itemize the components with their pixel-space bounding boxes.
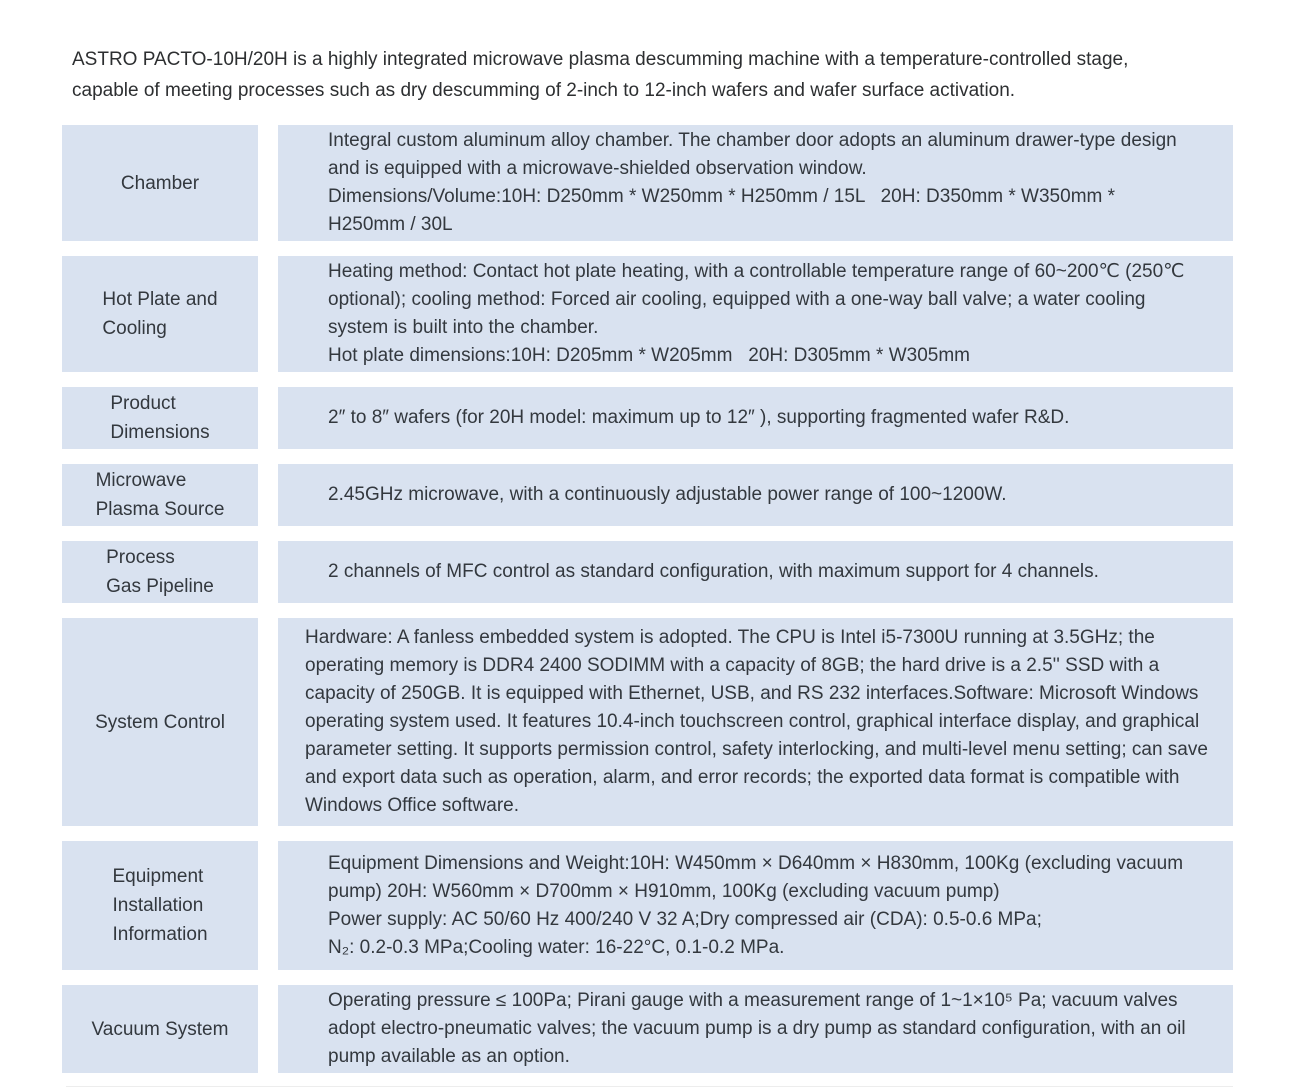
spec-label-text [112, 862, 207, 949]
spec-label-cell-process-gas-pipeline [62, 541, 258, 603]
spec-content-text: Hardware: A fanless embedded system is adopted. The CPU is Intel i5-7300U running at 3.5GHz; the operating memory is DDR4 2400 SODIMM with a capacity of 8GB; the hard drive is a 2.5'' SSD with a capacity of 250GB. It is equipped with Ethernet, USB, and RS 232 interfaces.Software: Microsoft Windows operating system used. It features 10.4-inch touchscreen control, graphical interface display, and graphical parameter setting. It supports permission control, safety interlocking, and multi-level menu setting; can save and export data such as operation, alarm, and error records; the exported data format is compatible with Windows Office software. [305, 627, 1214, 816]
spec-content-text: Operating pressure ≤ 100Pa; Pirani gauge with a measurement range of 1~1×10⁵ Pa; vacuum valves adopt electro-pneumatic valves; the vacuum pump is a dry pump as standard configuration, with an oil pump available as an option. [328, 990, 1191, 1067]
spec-label-cell-chamber [62, 125, 258, 241]
spec-label-line: Product [110, 393, 176, 414]
spec-content-cell-product-dimensions [278, 387, 1233, 449]
spec-label-cell-vacuum-system [62, 985, 258, 1073]
spec-content-cell-microwave-plasma-source [278, 464, 1233, 526]
spec-row-hot-plate-and-cooling [62, 256, 1233, 372]
spec-content-text: 2.45GHz microwave, with a continuously adjustable power range of 100~1200W. [328, 484, 1007, 505]
spec-label-line: Equipment [112, 866, 204, 887]
spec-row-microwave-plasma-source [62, 464, 1233, 526]
spec-label-text [106, 543, 214, 601]
spec-label-line: Dimensions [110, 422, 210, 443]
spec-label-cell-microwave-plasma-source [62, 464, 258, 526]
spec-label-line: Process [106, 547, 175, 568]
spec-row-product-dimensions [62, 387, 1233, 449]
spec-label-line: Cooling [102, 318, 167, 339]
spec-label-line: Vacuum System [91, 1018, 229, 1040]
spec-label-cell-hot-plate-and-cooling [62, 256, 258, 372]
intro-paragraph: ASTRO PACTO-10H/20H is a highly integrated microwave plasma descumming machine with a temperature-controlled stage, capable of meeting processes such as dry descumming of 2-inch to 12-inch wafers and wafer surface activation. [72, 49, 1129, 101]
spec-content-text: Equipment Dimensions and Weight:10H: W450mm × D640mm × H830mm, 100Kg (excluding vacuum pump) 20H: W560mm × D700mm × H910mm, 100Kg (excluding vacuum pump) [328, 852, 1189, 902]
spec-label-text [96, 466, 225, 524]
spec-label-text [110, 389, 209, 447]
spec-label-text [102, 285, 217, 343]
spec-content-cell-chamber [278, 125, 1233, 241]
spec-row-system-control [62, 618, 1233, 826]
spec-content-text: Hot plate dimensions:10H: D205mm * W205mm 20H: D305mm * W305mm [328, 345, 971, 366]
spec-label-cell-equipment-installation-information [62, 841, 258, 970]
spec-table [62, 125, 1233, 1073]
spec-label-line: Installation [112, 895, 204, 916]
spec-content-cell-hot-plate-and-cooling [278, 256, 1233, 372]
spec-label-line: Information [112, 924, 208, 945]
spec-label-line: Microwave [95, 470, 187, 491]
spec-label-line: Hot Plate and [102, 289, 218, 310]
spec-content-text: Heating method: Contact hot plate heating, with a controllable temperature range of 60~200℃ (250℃ optional); cooling method: Forced air cooling, equipped with a one-way ball valve; a water cooling system is built into the chamber. [328, 261, 1190, 338]
spec-label-cell-system-control [62, 618, 258, 826]
spec-label-cell-product-dimensions [62, 387, 258, 449]
spec-row-equipment-installation-information [62, 841, 1233, 970]
spec-row-chamber [62, 125, 1233, 241]
spec-content-text: Power supply: AC 50/60 Hz 400/240 V 32 A;Dry compressed air (CDA): 0.5-0.6 MPa; [328, 908, 1042, 930]
spec-content-cell-vacuum-system [278, 985, 1233, 1073]
spec-content-text: 2 channels of MFC control as standard configuration, with maximum support for 4 channels. [328, 561, 1099, 582]
spec-row-vacuum-system [62, 985, 1233, 1073]
spec-label-text [121, 169, 199, 198]
spec-row-process-gas-pipeline [62, 541, 1233, 603]
spec-label-text [95, 708, 225, 737]
spec-label-text [92, 1015, 229, 1044]
spec-label-line: Gas Pipeline [106, 576, 214, 597]
spec-label-line: Plasma Source [95, 499, 225, 520]
spec-content-cell-process-gas-pipeline [278, 541, 1233, 603]
spec-label-line: Chamber [120, 172, 200, 194]
spec-content-cell-equipment-installation-information [278, 841, 1233, 970]
spec-content-text: N₂: 0.2-0.3 MPa;Cooling water: 16-22°C, 0.1-0.2 MPa. [328, 936, 785, 958]
spec-content-text: Integral custom aluminum alloy chamber. The chamber door adopts an aluminum drawer-type design and is equipped with a microwave-shielded observation window. [328, 130, 1183, 179]
spec-label-line: System Control [95, 711, 225, 733]
spec-content-cell-system-control [278, 618, 1233, 826]
spec-content-text: Dimensions/Volume:10H: D250mm * W250mm * H250mm / 15L 20H: D350mm * W350mm * H250mm / 30L [328, 186, 1121, 235]
spec-content-text: 2″ to 8″ wafers (for 20H model: maximum up to 12″ ), supporting fragmented wafer R&D. [328, 407, 1070, 428]
